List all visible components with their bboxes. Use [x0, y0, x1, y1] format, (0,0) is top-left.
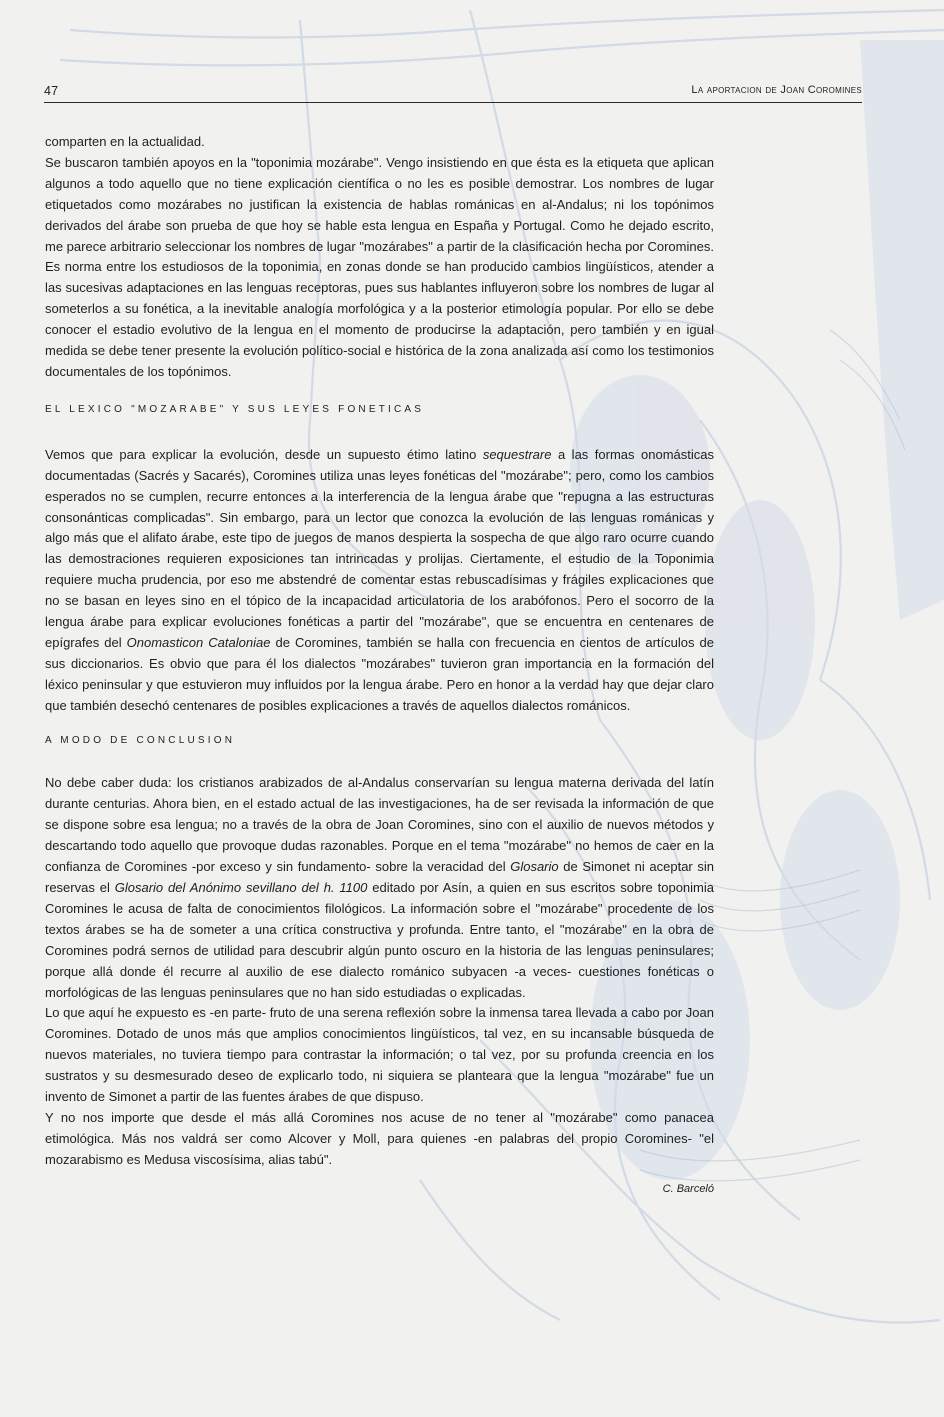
header-divider — [44, 102, 862, 103]
paragraph — [45, 445, 714, 717]
paragraph: Es norma entre los estudiosos de la toponimia, en zonas donde se han producido cambios lingüísticos, atender a las sucesivas adaptaciones en las lenguas receptoras, pues sus hablantes influyeron sobre los nombres de lugar al someterlos a su fonética, a la inevitable analogía morfológica y a la posterior etimología popular. Por ello se debe conocer el estadio evolutivo de la lengua en el momento de producirse la adaptación, pero también y en igual medida se debe tener presente la evolución político-social e histórica de la zona analizada así como los testimonios documentales de los topónimos. — [45, 259, 714, 379]
paragraph: comparten en la actualidad. — [45, 134, 205, 149]
section-heading-lexico: EL LEXICO "MOZARABE" Y SUS LEYES FONETICAS — [45, 403, 425, 415]
article-body — [45, 132, 714, 1200]
italic-term: sequestrare — [482, 446, 552, 462]
page-number: 47 — [44, 84, 59, 98]
paragraph: Lo que aquí he expuesto es -en parte- fruto de una serena reflexión sobre la inmensa tarea llevada a cabo por Joan Coromines. Dotado de unos más que amplios conocimientos lingüísticos, tal vez, en su incansable búsqueda de nuevos materiales, no tuviera tiempo para contrastar la información; o tal vez, por su profunda creencia en los sustratos y su desmesurado deseo de explicarlo todo, ni siquiera se planteara que la lengua "mozárabe" fue un invento de Simonet a partir de las fuentes árabes de que dispuso. — [45, 1005, 714, 1105]
text-run: de Coromines, también se halla con frecuencia en cientos de artículos de sus diccionarios. Es obvio que para él los dialectos "mozárabes" tuvieron gran importancia en la formación del léxico peninsular y que estuvieron muy influidos por la lengua árabe. Pero en honor a la verdad hay que dejar claro que también desechó centenares de posibles explicaciones a través de aquellos dialectos románicos. — [45, 634, 715, 713]
page-header — [44, 84, 862, 102]
text-run: editado por Asín, a quien en sus escritos sobre toponimia Coromines le acusa de falta de conocimientos filológicos. La información sobre el "mozárabe" procedente de los textos árabes se ha de someter a una crítica constructiva y profunda. Entre tanto, el "mozárabe" en la obra de Coromines podrá sernos de utilidad para descubrir algún punto oscuro en la historia de las lenguas peninsulares; porque allá donde él recurre al auxilio de ese dialecto románico subyacen -a veces- cuestiones fonéticas o morfológicas de las lenguas peninsulares que no han sido estudiadas o explicadas. — [45, 880, 715, 1000]
italic-title: Glosario del Anónimo sevillano del h. 1100 — [114, 880, 368, 895]
paragraph: Y no nos importe que desde el más allá Coromines nos acuse de no tener al "mozárabe" como panacea etimológica. Más nos valdrá ser como Alcover y Moll, para quienes -en palabras del propio Coromines- "el mozarabismo es Medusa viscosísima, alias tabú". — [45, 1109, 714, 1167]
text-run: Vemos que para explicar la evolución, desde un supuesto étimo latino — [45, 446, 483, 462]
italic-title: Onomasticon Cataloniae — [126, 634, 271, 650]
running-title: La aportacion de Joan Coromines — [691, 84, 862, 96]
author-signature: C. Barceló — [662, 1182, 714, 1195]
text-run: a las formas onomásticas documentadas (Sacrés y Sacarés), Coromines utiliza unas leyes fonéticas del "mozárabe"; pero, como los cambios esperados no se cumplen, recurre entonces a la interferencia de la lengua árabe que "repugna a las estructuras consonánticas complicadas". Sin embargo, para un lector que conozca la evolución de las lenguas románicas y algo más que el alifato árabe, este tipo de juegos de manos despierta la sospecha de que algo raro ocurre cuando las demostraciones requieren exposiciones tan intrincadas y prolijas. Ciertamente, el estudio de la Toponimia requiere mucha prudencia, por eso me abstendré de comentar estas rebuscadísimas y frágiles explicaciones que no se basan en leyes sino en el tópico de la incapacidad articulatoria de los arabófonos. Pero el socorro de la lengua árabe para explicar evoluciones fonéticas a partir del "mozárabe", que se encuentra en centenares de epígrafes del — [45, 446, 714, 650]
text-run: de Simonet ni aceptar sin reservas el — [45, 859, 715, 895]
section-heading-conclusion: A MODO DE CONCLUSION — [45, 734, 236, 746]
paragraph: Se buscaron también apoyos en la "toponimia mozárabe". Vengo insistiendo en que ésta es la etiqueta que aplican algunos a todo aquello que no tiene explicación científica o no les es posible demostrar. Los nombres de lugar etiquetados como mozárabes no justifican la existencia de hablas románicas en al-Andalus; ni los topónimos derivados del árabe son prueba de que hoy se hable esta lengua en España y Portugal. Como he dejado escrito, me parece arbitrario seleccionar los nombres de lugar "mozárabes" a partir de la clasificación hecha por Coromines. — [45, 154, 714, 254]
paragraph — [45, 773, 714, 1003]
italic-title: Glosario — [510, 859, 559, 875]
text-run: No debe caber duda: los cristianos arabizados de al-Andalus conservarían su lengua materna derivada del latín durante centurias. Ahora bien, en el estado actual de las investigaciones, ha de ser revisada la información de que se dispone sobre esa lengua; no a través de la obra de Joan Coromines, sino con el auxilio de nuevos métodos y descartando todo aquello que provoque dudas razonables. Porque en el tema "mozárabe" no hemos de caer en la confianza de Coromines -por exceso y sin fundamento- sobre la veracidad del — [45, 775, 714, 875]
